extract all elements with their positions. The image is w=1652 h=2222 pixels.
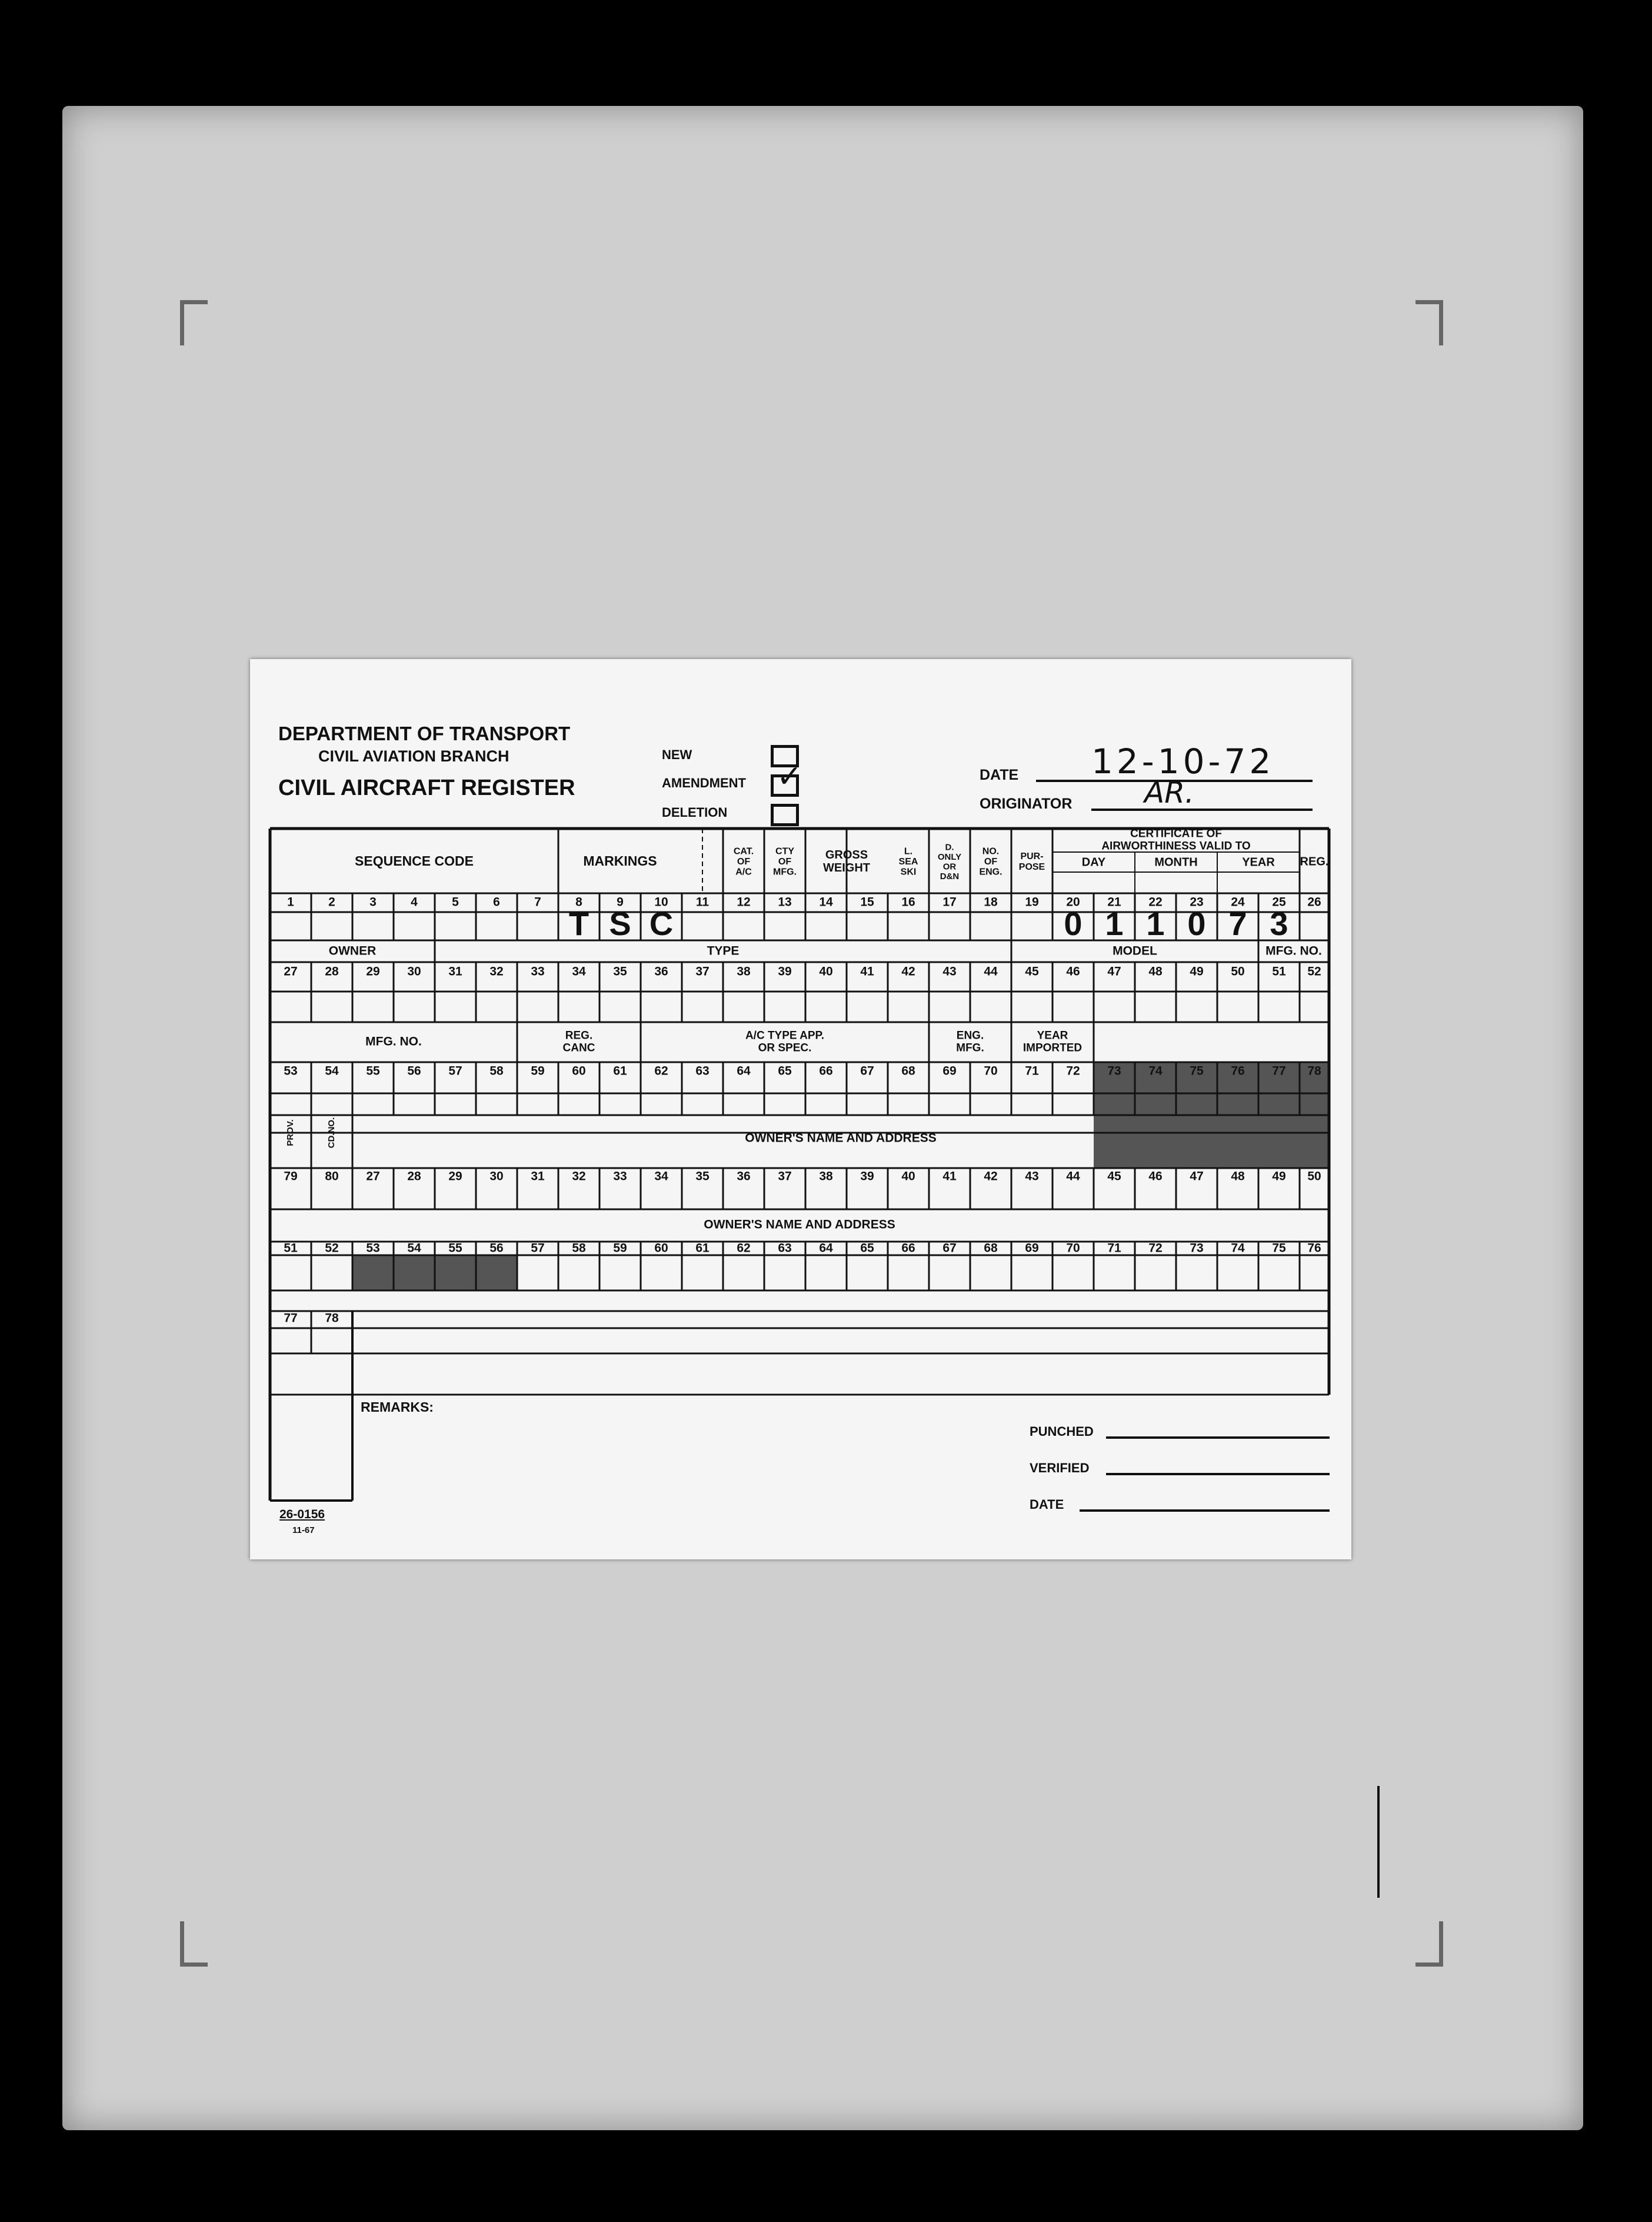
- form-title: CIVIL AIRCRAFT REGISTER: [278, 776, 575, 800]
- type-header: TYPE: [707, 944, 740, 958]
- margin-mark: [1377, 1786, 1380, 1898]
- column-number: 30: [489, 1169, 504, 1183]
- column-number: 21: [1107, 895, 1121, 909]
- column-number: 55: [366, 1064, 380, 1078]
- no-of-eng-header: NO. OF ENG.: [979, 846, 1002, 877]
- column-number: 65: [860, 1241, 874, 1255]
- sea-ski-header: L. SEA SKI: [898, 846, 918, 877]
- crop-mark-bottom-right: [1415, 1921, 1443, 1967]
- column-number: 73: [1107, 1064, 1121, 1078]
- verified-label: VERIFIED: [1030, 1461, 1090, 1475]
- column-number: 58: [572, 1241, 586, 1255]
- originator-line: [1091, 809, 1313, 811]
- column-number: 75: [1272, 1241, 1286, 1255]
- column-number: 77: [1272, 1064, 1286, 1078]
- day-night-header: D. ONLY OR D&N: [937, 842, 962, 882]
- column-number: 64: [819, 1241, 833, 1255]
- column-number: 12: [737, 895, 751, 909]
- markings-header: MARKINGS: [583, 853, 657, 869]
- cd-no-header: CD.NO.: [326, 1117, 337, 1149]
- column-number: 59: [531, 1064, 545, 1078]
- column-number: 72: [1148, 1241, 1163, 1255]
- column-number: 30: [407, 964, 421, 979]
- owner-header: OWNER: [328, 944, 377, 958]
- form-number: 26-0156: [279, 1508, 325, 1521]
- deletion-option-label: DELETION: [662, 805, 728, 820]
- column-number: 35: [695, 1169, 710, 1183]
- prov-header: PROV.: [285, 1119, 295, 1146]
- column-number: 66: [901, 1241, 915, 1255]
- column-number: 28: [407, 1169, 421, 1183]
- column-number: 49: [1190, 964, 1204, 979]
- column-number: 61: [613, 1064, 627, 1078]
- column-number: 69: [1025, 1241, 1039, 1255]
- column-number: 54: [325, 1064, 339, 1078]
- originator-value[interactable]: AR.: [1144, 776, 1194, 810]
- column-number: 15: [860, 895, 874, 909]
- column-number: 18: [984, 895, 998, 909]
- column-number: 34: [654, 1169, 668, 1183]
- column-number: 16: [901, 895, 915, 909]
- entry-23[interactable]: 0: [1187, 904, 1206, 942]
- column-number: 70: [1066, 1241, 1080, 1255]
- column-number: 61: [695, 1241, 710, 1255]
- column-number: 7: [534, 895, 541, 909]
- entry-9[interactable]: S: [609, 904, 631, 942]
- column-number: 38: [737, 964, 751, 979]
- column-number: 45: [1025, 964, 1039, 979]
- column-number: 9: [617, 895, 624, 909]
- column-number: 78: [325, 1311, 339, 1325]
- reg-header: REG.: [1300, 855, 1329, 869]
- checkmark-icon: ✓: [777, 759, 802, 794]
- column-number: 40: [819, 964, 833, 979]
- model-header: MODEL: [1113, 944, 1157, 958]
- column-number: 68: [901, 1064, 915, 1078]
- column-number: 44: [984, 964, 998, 979]
- column-number: 33: [531, 964, 545, 979]
- column-number: 65: [778, 1064, 792, 1078]
- date-label: DATE: [980, 767, 1019, 783]
- column-number: 60: [654, 1241, 668, 1255]
- column-number: 22: [1148, 895, 1163, 909]
- entry-24[interactable]: 7: [1228, 904, 1247, 942]
- column-number: 5: [452, 895, 459, 909]
- column-number: 72: [1066, 1064, 1080, 1078]
- date2-line: [1080, 1509, 1330, 1512]
- entry-21[interactable]: 1: [1105, 904, 1124, 942]
- cert-header: CERTIFICATE OF AIRWORTHINESS VALID TO: [1101, 827, 1251, 853]
- column-number: 49: [1272, 1169, 1286, 1183]
- remarks-label: REMARKS:: [361, 1399, 434, 1415]
- column-number: 37: [778, 1169, 792, 1183]
- column-number: 44: [1066, 1169, 1080, 1183]
- column-number: 36: [654, 964, 668, 979]
- column-number: 38: [819, 1169, 833, 1183]
- cat-of-ac-header: CAT. OF A/C: [733, 846, 754, 877]
- column-number: 64: [737, 1064, 751, 1078]
- blank-area: [354, 1396, 1336, 1559]
- column-number: 32: [489, 964, 504, 979]
- column-number: 43: [1025, 1169, 1039, 1183]
- column-number: 76: [1307, 1241, 1321, 1255]
- column-number: 62: [654, 1064, 668, 1078]
- column-number: 69: [942, 1064, 957, 1078]
- column-number: 52: [1307, 964, 1321, 979]
- column-number: 57: [448, 1064, 462, 1078]
- column-number: 3: [369, 895, 377, 909]
- column-number: 35: [613, 964, 627, 979]
- date2-label: DATE: [1030, 1497, 1064, 1512]
- column-number: 74: [1148, 1064, 1163, 1078]
- column-number: 56: [407, 1064, 421, 1078]
- column-number: 55: [448, 1241, 462, 1255]
- branch-heading: CIVIL AVIATION BRANCH: [318, 747, 509, 765]
- column-number: 27: [284, 964, 298, 979]
- column-number: 54: [407, 1241, 421, 1255]
- day-header: DAY: [1081, 856, 1106, 869]
- column-number: 70: [984, 1064, 998, 1078]
- column-number: 46: [1066, 964, 1080, 979]
- originator-label: ORIGINATOR: [980, 796, 1073, 812]
- aircraft-register-card: [250, 659, 1351, 1559]
- column-number: 33: [613, 1169, 627, 1183]
- crop-mark-top-right: [1415, 300, 1443, 345]
- column-number: 71: [1025, 1064, 1039, 1078]
- column-number: 47: [1190, 1169, 1204, 1183]
- column-number: 2: [328, 895, 335, 909]
- column-number: 79: [284, 1169, 298, 1183]
- column-number: 31: [531, 1169, 545, 1183]
- column-number: 37: [695, 964, 710, 979]
- column-number: 29: [448, 1169, 462, 1183]
- date-value[interactable]: 12-10-72: [1091, 741, 1275, 781]
- column-number: 41: [942, 1169, 957, 1183]
- column-number: 75: [1190, 1064, 1204, 1078]
- column-number: 48: [1231, 1169, 1245, 1183]
- column-number: 24: [1231, 895, 1245, 909]
- column-number: 17: [942, 895, 957, 909]
- sequence-code-header: SEQUENCE CODE: [355, 853, 474, 869]
- column-number: 45: [1107, 1169, 1121, 1183]
- column-number: 60: [572, 1064, 586, 1078]
- column-number: 52: [325, 1241, 339, 1255]
- department-heading: DEPARTMENT OF TRANSPORT: [278, 723, 571, 744]
- owners-name-header-1: OWNER'S NAME AND ADDRESS: [745, 1131, 937, 1145]
- deletion-checkbox[interactable]: [771, 804, 799, 826]
- eng-mfg-header: ENG. MFG.: [956, 1029, 984, 1055]
- column-number: 67: [860, 1064, 874, 1078]
- column-number: 74: [1231, 1241, 1245, 1255]
- crop-mark-bottom-left: [180, 1921, 208, 1967]
- reg-canc-header: REG. CANC: [562, 1029, 595, 1055]
- column-number: 63: [695, 1064, 710, 1078]
- column-number: 51: [1272, 964, 1286, 979]
- column-number: 76: [1231, 1064, 1245, 1078]
- column-number: 39: [778, 964, 792, 979]
- column-number: 36: [737, 1169, 751, 1183]
- punched-line: [1106, 1436, 1330, 1439]
- mfg-no-header-2: MFG. NO.: [1265, 944, 1322, 958]
- column-number: 4: [411, 895, 418, 909]
- month-header: MONTH: [1154, 856, 1198, 869]
- column-number: 25: [1272, 895, 1286, 909]
- form-revision: 11-67: [292, 1525, 315, 1535]
- column-number: 41: [860, 964, 874, 979]
- column-number: 47: [1107, 964, 1121, 979]
- column-number: 23: [1190, 895, 1204, 909]
- new-option-label: NEW: [662, 747, 692, 762]
- column-number: 50: [1231, 964, 1245, 979]
- column-number: 50: [1307, 1169, 1321, 1183]
- entry-25[interactable]: 3: [1270, 904, 1288, 942]
- column-number: 63: [778, 1241, 792, 1255]
- column-number: 28: [325, 964, 339, 979]
- column-number: 46: [1148, 1169, 1163, 1183]
- column-number: 71: [1107, 1241, 1121, 1255]
- column-number: 53: [284, 1064, 298, 1078]
- column-number: 40: [901, 1169, 915, 1183]
- column-number: 14: [819, 895, 833, 909]
- year-imported-header: YEAR IMPORTED: [1022, 1029, 1083, 1055]
- column-number: 56: [489, 1241, 504, 1255]
- column-number: 29: [366, 964, 380, 979]
- year-header: YEAR: [1242, 856, 1275, 869]
- column-number: 73: [1190, 1241, 1204, 1255]
- entry-10[interactable]: C: [649, 904, 674, 942]
- owners-name-header-2: OWNER'S NAME AND ADDRESS: [704, 1218, 895, 1232]
- verified-line: [1106, 1473, 1330, 1475]
- entry-22[interactable]: 1: [1146, 904, 1165, 942]
- column-number: 26: [1307, 895, 1321, 909]
- column-number: 27: [366, 1169, 380, 1183]
- column-number: 80: [325, 1169, 339, 1183]
- column-number: 19: [1025, 895, 1039, 909]
- column-number: 43: [942, 964, 957, 979]
- column-number: 78: [1307, 1064, 1321, 1078]
- mfg-no-header-3: MFG. NO.: [365, 1035, 422, 1049]
- column-number: 1: [287, 895, 294, 909]
- amendment-option-label: AMENDMENT: [662, 776, 746, 790]
- column-number: 68: [984, 1241, 998, 1255]
- column-number: 53: [366, 1241, 380, 1255]
- column-number: 57: [531, 1241, 545, 1255]
- column-number: 31: [448, 964, 462, 979]
- column-number: 11: [695, 895, 710, 909]
- column-number: 10: [654, 895, 668, 909]
- crop-mark-top-left: [180, 300, 208, 345]
- column-number: 39: [860, 1169, 874, 1183]
- column-number: 13: [778, 895, 792, 909]
- column-number: 59: [613, 1241, 627, 1255]
- column-number: 6: [493, 895, 500, 909]
- column-number: 58: [489, 1064, 504, 1078]
- entry-20[interactable]: 0: [1064, 904, 1083, 942]
- column-number: 8: [575, 895, 582, 909]
- type-app-header: A/C TYPE APP. OR SPEC.: [745, 1029, 825, 1055]
- column-number: 34: [572, 964, 586, 979]
- purpose-header: PUR-POSE: [1018, 851, 1045, 873]
- column-number: 62: [737, 1241, 751, 1255]
- column-number: 42: [984, 1169, 998, 1183]
- entry-8[interactable]: T: [568, 904, 589, 942]
- cty-of-mfg-header: CTY OF MFG.: [773, 846, 797, 877]
- column-number: 20: [1066, 895, 1080, 909]
- column-number: 42: [901, 964, 915, 979]
- column-number: 32: [572, 1169, 586, 1183]
- column-number: 77: [284, 1311, 298, 1325]
- column-number: 67: [942, 1241, 957, 1255]
- gross-weight-header: GROSS WEIGHT: [823, 849, 870, 875]
- column-number: 48: [1148, 964, 1163, 979]
- column-number: 51: [284, 1241, 298, 1255]
- punched-label: PUNCHED: [1030, 1424, 1094, 1439]
- column-number: 66: [819, 1064, 833, 1078]
